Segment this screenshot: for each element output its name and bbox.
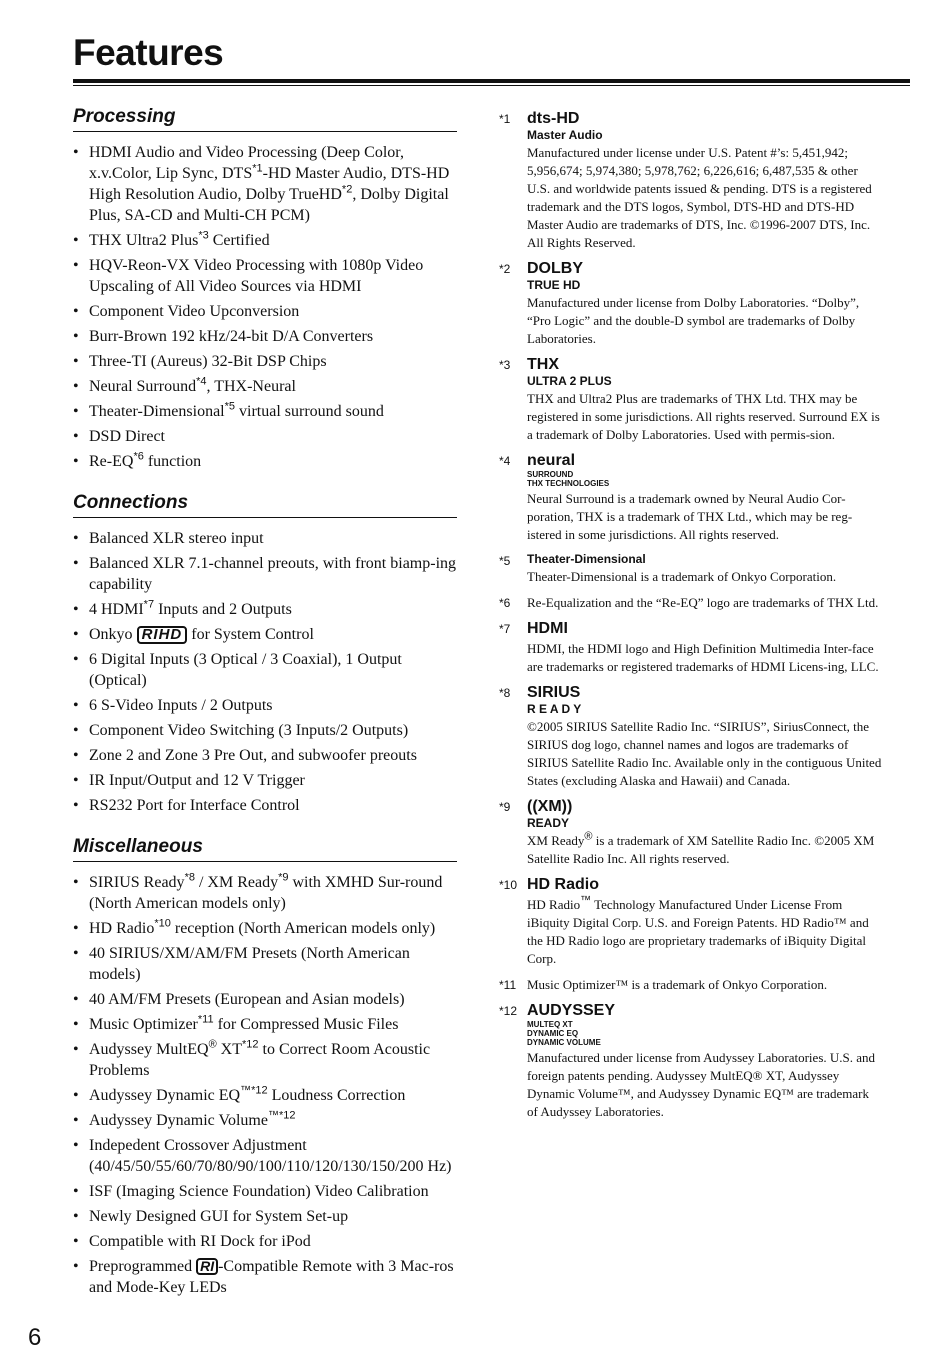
list-item [73, 918, 457, 939]
list-item [73, 599, 457, 620]
list-item [73, 1039, 457, 1081]
brand-logo [527, 620, 883, 638]
item-text: virtual surround sound [235, 403, 384, 420]
item-text: DSD Direct [89, 428, 165, 445]
item-text: 4 HDMI [89, 601, 144, 618]
list-item [73, 426, 457, 447]
list-item [73, 695, 457, 716]
list-item [73, 528, 457, 549]
footnote-ref: *8 [184, 871, 195, 884]
footnote-ref: ™*12 [267, 1109, 296, 1122]
trademark-note [499, 1002, 883, 1121]
item-text: Audyssey MultEQ [89, 1041, 209, 1058]
footnote-ref: *9 [278, 871, 289, 884]
item-text: Component Video Upconversion [89, 303, 300, 320]
logo-subtext: READY [527, 816, 570, 830]
note-text: Manufactured under license under U.S. Patent #’s: 5,451,942; 5,956,674; 5,974,380; 5,978,762; 6,226,616; 6,487,535 & other U.S. and worldwide patents issued & pending. DTS is a registered trademark and the DTS logos, Symbol, DTS-HD and DTS-HD Master Audio are trademarks of DTS, Inc. ©1996-2007 DTS, Inc. All Rights Reserved. [527, 145, 872, 250]
list-item [73, 142, 457, 226]
title-rule [73, 79, 910, 83]
item-text: THX Ultra2 Plus [89, 232, 199, 249]
connections-list [73, 528, 457, 816]
miscellaneous-list [73, 872, 457, 1298]
trademark-note [499, 798, 883, 868]
item-text: Indepedent Crossover Adjustment (40/45/50/55/60/70/80/90/100/110/120/130/150/200 Hz) [89, 1137, 452, 1175]
logo-text: THX [527, 356, 559, 373]
brand-logo [527, 260, 883, 292]
list-item [73, 553, 457, 595]
list-item [73, 376, 457, 397]
section-heading-processing: Processing [73, 106, 457, 132]
item-text: Onkyo [89, 626, 137, 643]
item-text: with XMHD Sur-round (North American models only) [89, 874, 443, 912]
logo-text: ((XM)) [527, 798, 573, 815]
logo-subtext: TRUE HD [527, 278, 581, 292]
list-item [73, 351, 457, 372]
item-text: HQV-Reon-VX Video Processing with 1080p Video Upscaling of All Video Sources via HDMI [89, 257, 424, 295]
item-text: Audyssey Dynamic EQ [89, 1087, 241, 1104]
item-text: for System Control [187, 626, 314, 643]
logo-subtext: Theater-Dimensional [527, 552, 646, 566]
note-text: Re-Equalization and the “Re-EQ” logo are trademarks of THX Ltd. [527, 595, 879, 610]
trademark-note [499, 620, 883, 676]
logo-subtext: Master Audio [527, 128, 603, 142]
note-text: XM Ready [527, 833, 585, 848]
list-item [73, 230, 457, 251]
item-text: Certified [208, 232, 270, 249]
item-text: Three-TI (Aureus) 32-Bit DSP Chips [89, 353, 327, 370]
list-item [73, 720, 457, 741]
footnote-mark: *10 [499, 878, 518, 892]
list-item [73, 1135, 457, 1177]
item-text: 40 AM/FM Presets (European and Asian models) [89, 991, 405, 1008]
footnote-mark: *6 [499, 596, 511, 610]
list-item [73, 1206, 457, 1227]
list-item [73, 451, 457, 472]
section-heading-miscellaneous: Miscellaneous [73, 836, 457, 862]
logo-subtext: R E A D Y [527, 702, 582, 716]
list-item [73, 1110, 457, 1131]
note-text: ©2005 SIRIUS Satellite Radio Inc. “SIRIUS”, SiriusConnect, the SIRIUS dog logo, channel names and logos are trademarks of SIRIUS Satellite Radio Inc. Available only in the contiguous United States (excluding Alaska and Hawaii) and Canada. [527, 719, 882, 788]
footnote-ref: *11 [197, 1013, 214, 1026]
processing-list [73, 142, 457, 472]
footnote-mark: *2 [499, 262, 511, 276]
item-text: Loudness Correction [267, 1087, 406, 1104]
item-text: , Dolby Digital Plus, SA-CD and Multi-CH PCM) [89, 186, 449, 224]
list-item [73, 770, 457, 791]
item-text: / XM Ready [194, 874, 279, 891]
footnote-mark: *12 [499, 1004, 518, 1018]
item-text: 6 Digital Inputs (3 Optical / 3 Coaxial), 1 Output (Optical) [89, 651, 402, 689]
item-text: Theater-Dimensional [89, 403, 225, 420]
item-text: XT [216, 1041, 242, 1058]
brand-logo [527, 1002, 883, 1047]
item-text: Inputs and 2 Outputs [154, 601, 292, 618]
brand-logo [527, 798, 883, 830]
item-text: Component Video Switching (3 Inputs/2 Outputs) [89, 722, 409, 739]
trademark-note [499, 110, 883, 252]
item-text: -Compatible Remote with 3 Mac-ros and Mode-Key LEDs [89, 1258, 454, 1296]
footnote-ref: ™*12 [240, 1084, 268, 1097]
list-item [73, 1256, 457, 1298]
list-item [73, 1014, 457, 1035]
item-text: reception (North American models only) [170, 920, 436, 937]
brand-logo [527, 356, 883, 388]
list-item [73, 872, 457, 914]
note-text: HD Radio [527, 897, 581, 912]
footnote-ref: *2 [341, 183, 353, 196]
footnote-ref: *4 [196, 375, 207, 388]
ri-logo: RIHD [137, 626, 188, 644]
trademark-notes-column [499, 110, 883, 1129]
list-item [73, 745, 457, 766]
page-number: 6 [28, 1324, 42, 1351]
item-text: HD Radio [89, 920, 155, 937]
logo-text: dts-HD [527, 110, 580, 127]
item-text: -HD Master Audio, DTS-HD High Resolution Audio, Dolby TrueHD [89, 165, 450, 203]
note-text: is a trademark of XM Satellite Radio Inc. ©2005 XM Satellite Radio Inc. All rights reserved. [527, 833, 875, 866]
list-item [73, 1181, 457, 1202]
logo-subtext: DYNAMIC VOLUME [527, 1038, 601, 1047]
item-text: HDMI Audio and Video Processing (Deep Color, x.v.Color, Lip Sync, DTS [89, 144, 404, 182]
trademark-note [499, 452, 883, 544]
item-text: Balanced XLR 7.1-channel preouts, with front biamp-ing capability [89, 555, 457, 593]
logo-subtext: THX TECHNOLOGIES [527, 479, 610, 488]
item-text: Zone 2 and Zone 3 Pre Out, and subwoofer preouts [89, 747, 417, 764]
list-item [73, 326, 457, 347]
footnote-ref: ® [208, 1038, 217, 1051]
trademark-note [499, 876, 883, 968]
trademark-note [499, 552, 883, 586]
footnote-ref: *1 [252, 162, 263, 175]
item-text: , THX-Neural [206, 378, 296, 395]
trademark-note [499, 260, 883, 348]
item-text: Burr-Brown 192 kHz/24-bit D/A Converters [89, 328, 374, 345]
footnote-ref: *10 [154, 917, 171, 930]
trademark-note [499, 594, 883, 612]
list-item [73, 1085, 457, 1106]
footnote-mark: *5 [499, 554, 511, 568]
logo-subtext: ULTRA 2 PLUS [527, 374, 612, 388]
footnote-ref: *7 [143, 598, 155, 611]
brand-logo [527, 684, 883, 716]
item-text: SIRIUS Ready [89, 874, 185, 891]
footnote-mark: *8 [499, 686, 511, 700]
note-text: Theater-Dimensional is a trademark of Onkyo Corporation. [527, 569, 837, 584]
footnote-mark: *7 [499, 622, 511, 636]
note-text: Music Optimizer™ is a trademark of Onkyo Corporation. [527, 977, 828, 992]
item-text: Newly Designed GUI for System Set-up [89, 1208, 349, 1225]
item-text: Audyssey Dynamic Volume [89, 1112, 268, 1129]
footnote-mark: *4 [499, 454, 511, 468]
brand-logo [527, 552, 883, 566]
item-text: Preprogrammed [89, 1258, 197, 1275]
item-text: RS232 Port for Interface Control [89, 797, 300, 814]
list-item [73, 943, 457, 985]
list-item [73, 255, 457, 297]
trademark-symbol: ™ [580, 894, 592, 907]
item-text: function [143, 453, 202, 470]
item-text: Compatible with RI Dock for iPod [89, 1233, 311, 1250]
note-text: Technology Manufactured Under License From iBiquity Digital Corp. U.S. and Foreign Patents. HD Radio™ and the HD Radio logo are proprietary trademarks of iBiquity Digital Corp. [527, 897, 869, 966]
footnote-ref: *3 [198, 229, 209, 242]
list-item [73, 795, 457, 816]
footnote-ref: *12 [242, 1038, 259, 1051]
item-text: Balanced XLR stereo input [89, 530, 264, 547]
title-rule-thin [73, 85, 910, 86]
logo-subtext: DYNAMIC EQ [527, 1029, 579, 1038]
note-text: THX and Ultra2 Plus are trademarks of THX Ltd. THX may be registered in some jurisdictions. All rights reserved. Surround EX is a trademark of Dolby Laboratories. Used with permis-sion. [527, 391, 880, 442]
logo-text: HD Radio [527, 876, 599, 893]
footnote-ref: *6 [133, 450, 144, 463]
logo-text: HDMI [527, 620, 568, 637]
logo-text: neural [527, 452, 576, 469]
list-item [73, 624, 457, 645]
features-column [73, 106, 457, 1318]
trademark-note [499, 684, 883, 790]
item-text: Neural Surround [89, 378, 197, 395]
item-text: for Compressed Music Files [213, 1016, 399, 1033]
list-item [73, 989, 457, 1010]
trademark-note [499, 976, 883, 994]
item-text: IR Input/Output and 12 V Trigger [89, 772, 305, 789]
footnote-ref: *5 [224, 400, 236, 413]
ri-logo: RI [196, 1258, 218, 1275]
footnote-mark: *9 [499, 800, 511, 814]
item-text: ISF (Imaging Science Foundation) Video Calibration [89, 1183, 429, 1200]
item-text: to Correct Room Acoustic Problems [89, 1041, 431, 1079]
logo-text: DOLBY [527, 260, 583, 277]
brand-logo [527, 452, 883, 488]
trademark-note [499, 356, 883, 444]
note-text: Neural Surround is a trademark owned by Neural Audio Cor-poration, THX is a trademark of THX Ltd., which may be reg-istered in some jurisdictions. All rights reserved. [527, 491, 853, 542]
footnote-mark: *11 [499, 978, 517, 992]
list-item [73, 649, 457, 691]
list-item [73, 1231, 457, 1252]
item-text: Re-EQ [89, 453, 134, 470]
note-text: Manufactured under license from Audyssey Laboratories. U.S. and foreign patents pending. Audyssey MultEQ® XT, Audyssey Dynamic Volume™, and Audyssey Dynamic EQ™ are trademark of Audyssey Laboratories. [527, 1050, 876, 1119]
logo-text: AUDYSSEY [527, 1002, 616, 1019]
brand-logo [527, 876, 883, 894]
list-item [73, 401, 457, 422]
section-heading-connections: Connections [73, 492, 457, 518]
logo-subtext: SURROUND [527, 470, 574, 479]
page-title: Features [73, 32, 224, 73]
item-text: 6 S-Video Inputs / 2 Outputs [89, 697, 273, 714]
brand-logo [527, 110, 883, 142]
note-text: HDMI, the HDMI logo and High Definition Multimedia Inter-face are trademarks or registered trademarks of HDMI Licens-ing, LLC. [527, 641, 879, 674]
footnote-mark: *3 [499, 358, 511, 372]
item-text: Music Optimizer [89, 1016, 198, 1033]
list-item [73, 301, 457, 322]
trademark-symbol: ® [584, 830, 593, 843]
footnote-mark: *1 [499, 112, 511, 126]
item-text: 40 SIRIUS/XM/AM/FM Presets (North American models) [89, 945, 410, 983]
logo-text: SIRIUS [527, 684, 581, 701]
logo-subtext: MULTEQ XT [527, 1020, 573, 1029]
note-text: Manufactured under license from Dolby Laboratories. “Dolby”, “Pro Logic” and the double-D symbol are trademarks of Dolby Laboratories. [527, 295, 860, 346]
